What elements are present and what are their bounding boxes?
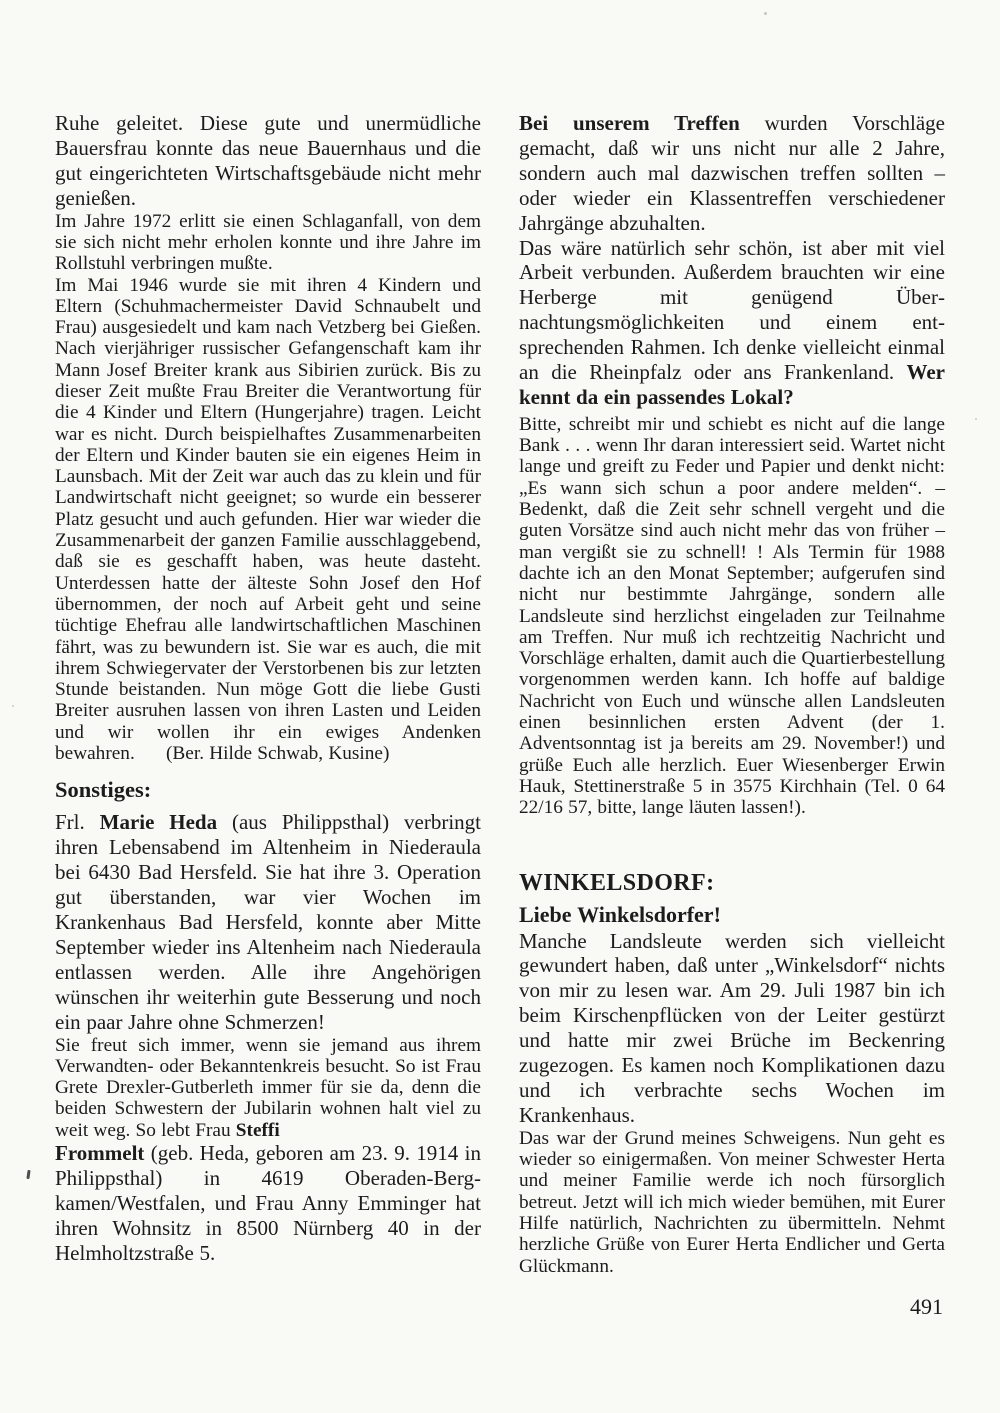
salutation-liebe-winkelsdorfer xyxy=(519,902,945,928)
text-segment: Ruhe geleitet. Diese gute und unermüdliche Bauersfrau konnte das neue Bauernhaus und die gut eingerichteten Wirtschaftsgebäude nicht mehr genießen. xyxy=(55,111,481,210)
text-segment: Im Jahre 1972 erlitt sie einen Schlaganfall, von dem sie sich nicht mehr erholen konnte und ihre Jahre im Rollstuhl verbringen mußte. xyxy=(55,210,481,275)
heading-sonstiges xyxy=(55,777,481,803)
right-column xyxy=(519,111,945,1320)
text-segment: Im Mai 1946 wurde sie mit ihren 4 Kindern und Eltern (Schuhmachermeister David Schnaubelt und Frau) ausgesiedelt und kam nach Vetzberg bei Gießen. Nach vierjähriger russischer Gefangenschaft kam ihr Mann Josef Breiter krank aus Sibirien zurück. Bis zu dieser Zeit mußte Frau Breiter die Verantwortung für die 4 Kinder und Eltern (Hungerjahre) tragen. Leicht war es nicht. Durch beispielhaftes Zusammenarbeiten der Eltern und Kinder bauten sie ein eigenes Heim in Launsbach. Mit der Zeit war auch das zu klein und für Landwirtschaft nicht geeignet; so wurde ein besserer Platz gesucht und auch gefunden. Hier war wieder die Zusammenarbeit der ganzen Familie ausschlaggebend, daß sie es geschafft haben, was heute dasteht. Unterdessen hatte der älteste Sohn Josef den Hof übernommen, der noch auf Arbeit geht und seine tüchtige Ehefrau alle landwirtschaftlichen Maschinen fährt, was zu bewundern ist. Sie war es auch, die mit ihrem Schwiegervater der Verstorbenen bis zur letzten Stunde beistanden. Nun möge Gott die liebe Gusti Breiter ausruhen lassen von ihren Lasten und Leiden und wir wollen ihr ein ewiges Andenken bewahren. (Ber. Hilde Schwab, Kusine) xyxy=(55,274,481,765)
bold-text-segment: Steffi xyxy=(235,1119,280,1141)
bold-text-segment: Sonstiges: xyxy=(55,777,152,803)
bold-text-segment: Frommelt xyxy=(55,1140,145,1165)
text-segment: Sie freut sich immer, wenn sie jemand aus ihrem Verwandten- oder Bekanntenkreis besucht. So ist Frau Grete Drexler-Gutberleth immer für sie da, denn die beiden Schwestern der Jubilarin wohnen halt viel zu weit weg. So lebt Frau xyxy=(55,1034,481,1141)
text-segment: Das war der Grund meines Schweigens. Nun geht es wieder so einigermaßen. Von meiner Schwester Herta und meiner Familie werde ich noch fürsorglich betreut. Jetzt will ich mich wieder bemühen, mit Eurer Hilfe natürlich, Nachrichten zu übermitteln. Nehmt herzliche Grüße von Eurer Herta Endlicher und Gerta Glückmann. xyxy=(519,1127,945,1277)
treffen-paragraph-aufruf xyxy=(519,414,945,819)
news-marie-heda xyxy=(55,810,481,1034)
scan-speck xyxy=(975,418,977,420)
right-column-blocks xyxy=(519,111,945,1277)
bold-text-segment: WINKELSDORF: xyxy=(519,869,715,896)
left-column-blocks xyxy=(55,111,481,1266)
text-segment: Manche Landsleute werden sich vielleicht gewundert haben, daß unter „Winkelsdorf“ nichts von mir zu lesen war. Am 29. Juli 1987 bin ich beim Kirschenpflücken von der Leiter gestürzt und hatte mir zwei Brüche im Beckenring zugezogen. Es kamen noch Komplikationen dazu und ich verbrachte sechs Wochen im Krankenhaus. xyxy=(519,928,945,1127)
obituary-paragraph-lead xyxy=(55,111,481,211)
obituary-paragraph-lebenslauf xyxy=(55,275,481,765)
winkelsdorf-paragraph-gruesse xyxy=(519,1128,945,1277)
text-segment: Bitte, schreibt mir und schiebt es nicht auf die lange Bank . . . wenn Ihr daran interessiert seid. Wartet nicht lange und greift zu Feder und Papier und denkt nicht: „Es wann sich schun a poor andere melden“. – Bedenkt, daß die Zeit sehr schnell vergeht und die guten Vorsätze sind auch nicht mehr das von früher – man vergißt sie zu schnell! ! Als Termin für 1988 dachte ich an den Monat September; aufgerufen sind nicht nur bestimmte Jahrgänge, sondern alle Landsleute sind herzlichst eingeladen zur Teilnahme am Treffen. Nur muß ich rechtzeitig Nachricht und Vorschläge erhalten, damit auch die Quartierbestellung vorgenommen werden kann. Ich hoffe auf baldige Nachricht von Euch und wünsche allen Landsleuten einen besinnlichen ersten Advent (der 1. Adventsonntag ist ja bereits am 29. November!) und grüße Euch alle herzlich. Euer Wiesenberger Erwin Hauk, Stettinerstraße 5 in 3575 Kirchhain (Tel. 0 64 22/16 57, bitte, lange läuten lassen!). xyxy=(519,413,945,819)
text-segment: Das wäre natürlich sehr schön, ist aber mit viel Arbeit verbunden. Außerdem brauchten wir eine Herberge mit genügend Übernachtungsmöglichkeiten und einem entsprechenden Rahmen. Ich denke vielleicht einmal an die Rheinpfalz oder ans Frankenland. xyxy=(519,235,945,385)
two-column-text-area xyxy=(55,111,945,1320)
obituary-paragraph-schlaganfall xyxy=(55,211,481,275)
bold-text-segment: Bei unserem Treffen xyxy=(519,111,740,135)
scan-speck xyxy=(764,12,767,15)
text-segment: wurden Vorschläge gemacht, daß wir uns nicht nur alle 2 Jahre, sondern auch mal dazwischen treffen sollten – oder wieder ein Klassentreffen verschiedener Jahrgänge abzuhalten. xyxy=(519,111,945,235)
left-column xyxy=(55,111,481,1320)
scan-artifact-margin-mark xyxy=(26,1170,30,1179)
text-segment: (aus Philippsthal) verbringt ihren Lebensabend im Altenheim in Niederaula bei 6430 Bad Hersfeld. Sie hat ihre 3. Operation gut überstanden, war vier Wochen im Krankenhaus Bad Hersfeld, konnte aber Mitte September wieder ins Altenheim nach Niederaula entlassen werden. Alle ihre Angehörigen wünschen ihr weiterhin gute Besserung und noch ein paar Jahre ohne Schmerzen! xyxy=(55,810,481,1034)
bold-text-segment: Liebe Winkelsdorfer! xyxy=(519,901,721,927)
treffen-paragraph-vorschlaege xyxy=(519,111,945,236)
winkelsdorf-paragraph-unfall xyxy=(519,929,945,1128)
bold-text-segment: Marie Heda xyxy=(99,810,218,835)
news-besuche xyxy=(55,1035,481,1141)
treffen-paragraph-herberge xyxy=(519,236,945,410)
bold-text-segment: Wer kennt da ein passendes Lokal? xyxy=(519,360,945,409)
scan-speck xyxy=(12,705,14,707)
text-segment: (geb. Heda, geboren am 23. 9. 1914 in Philippsthal) in 4619 Oberaden-Bergkamen/Westfalen, und Frau Anny Emminger hat ihren Wohnsitz in 8500 Nürnberg 40 in der Helmholtzstraße 5. xyxy=(55,1140,481,1265)
heading-winkelsdorf xyxy=(519,869,945,897)
text-segment: Frl. xyxy=(55,810,100,835)
page-number: 491 xyxy=(910,1293,943,1319)
news-adressen xyxy=(55,1141,481,1266)
